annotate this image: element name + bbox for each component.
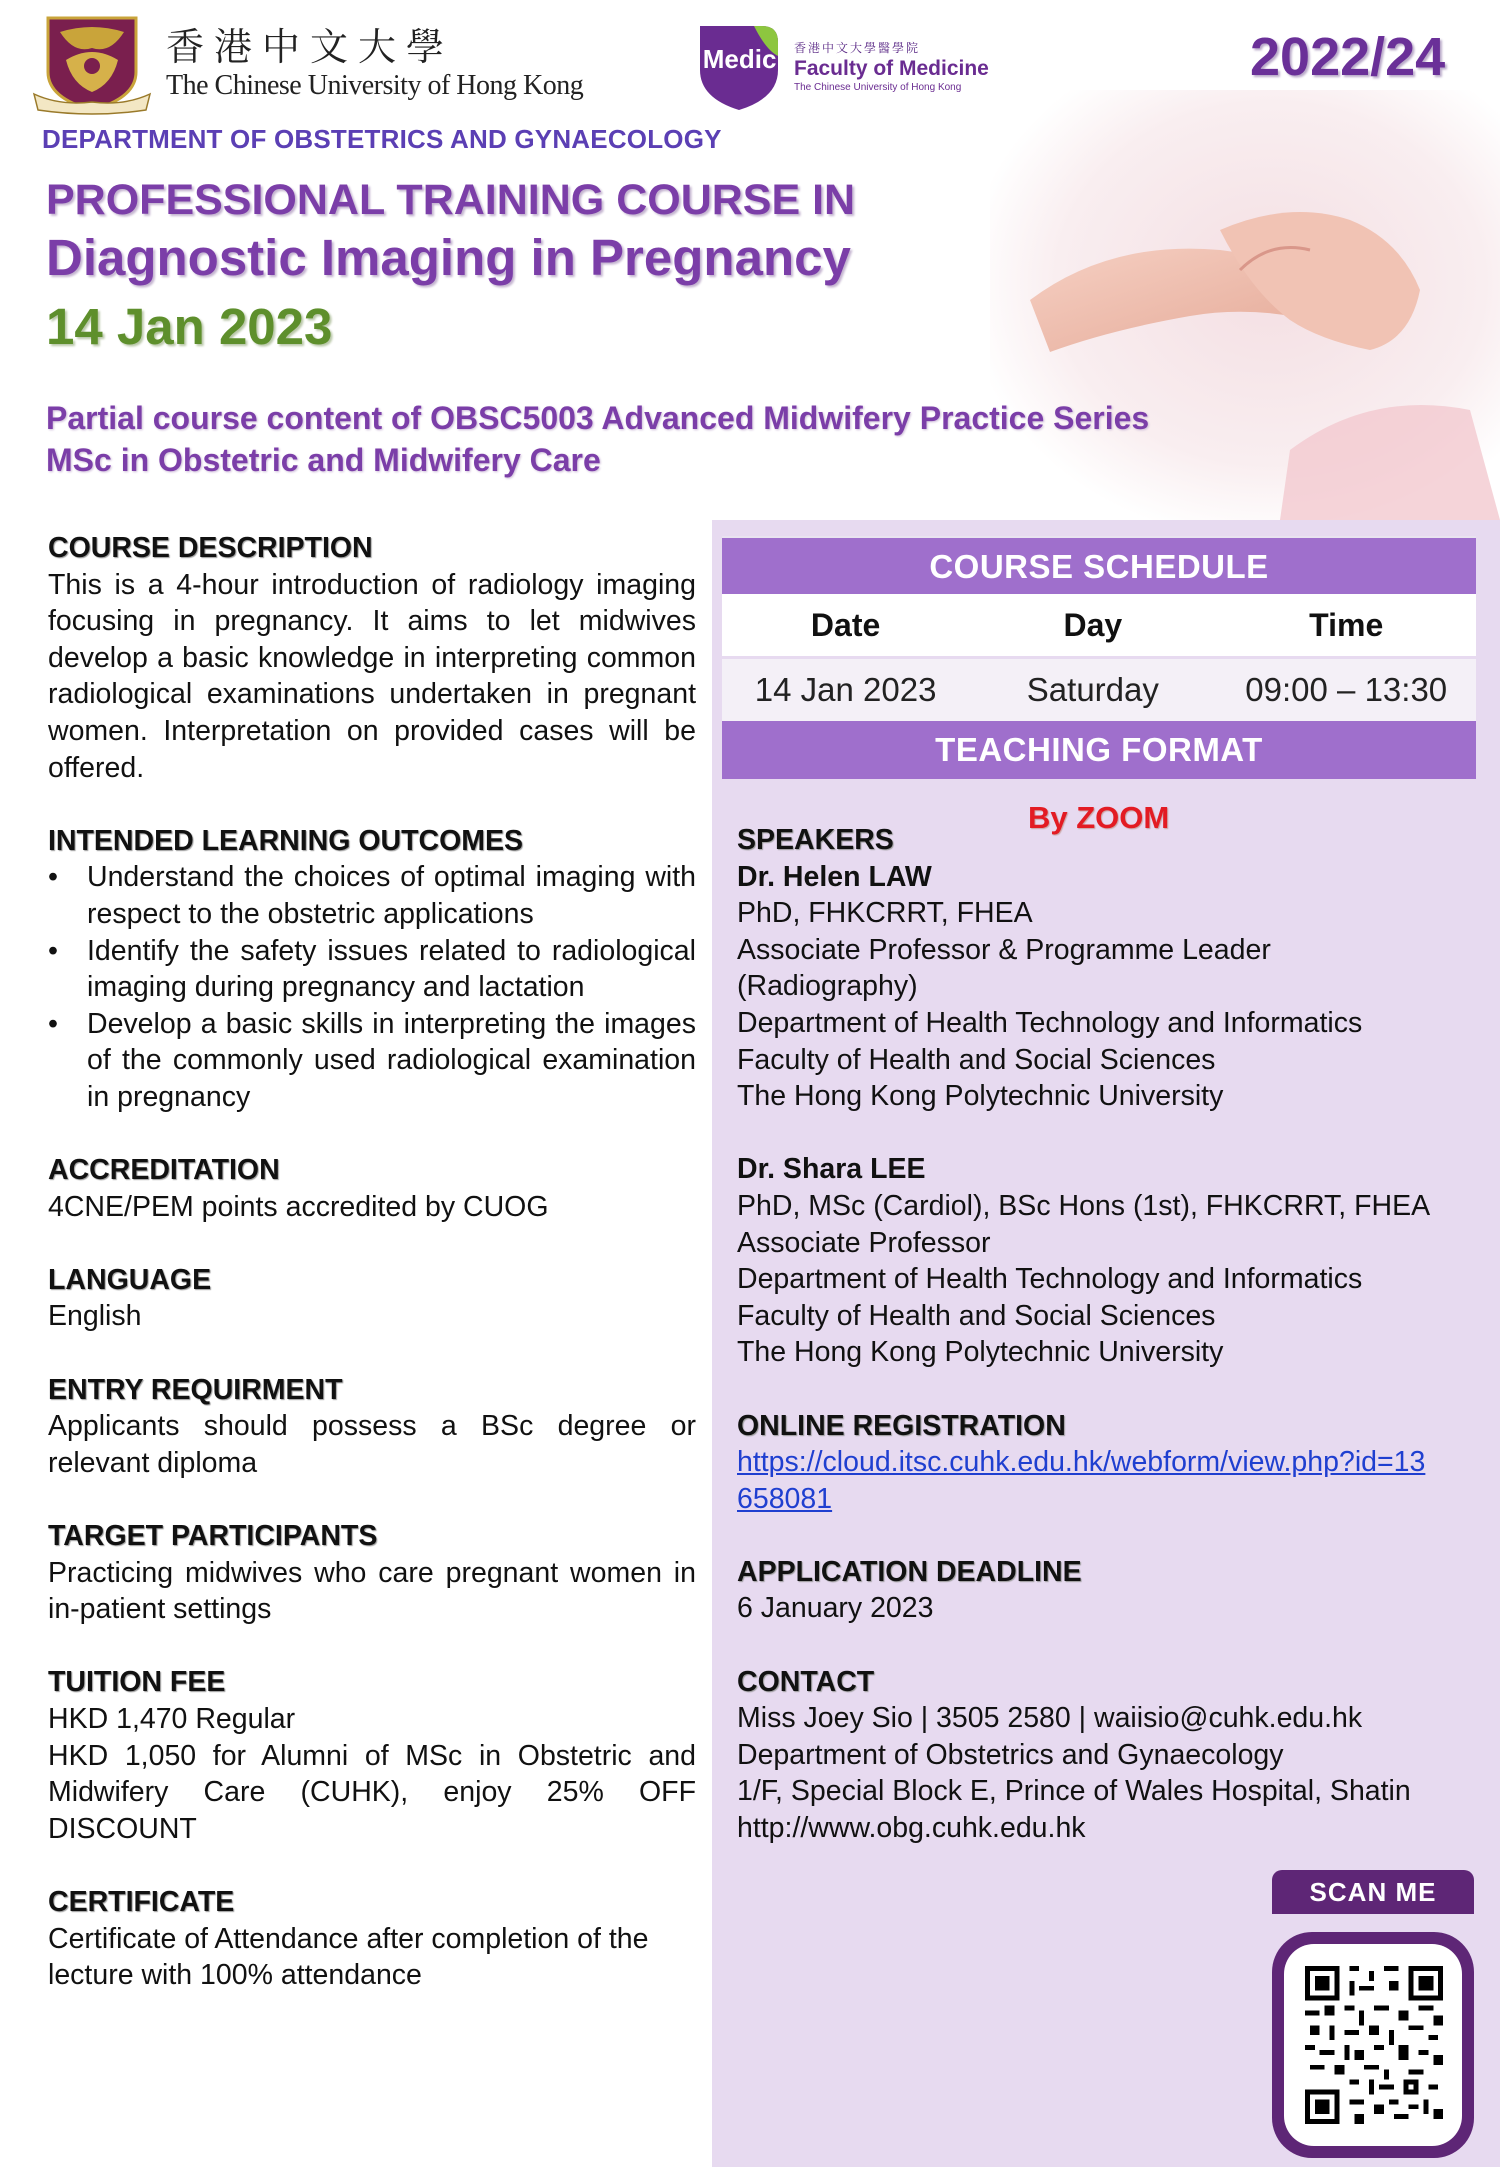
speaker-line: Faculty of Health and Social Sciences bbox=[737, 1299, 1216, 1332]
outcome-text: Develop a basic skills in interpreting the images of the commonly used radiological examination in pregnancy bbox=[87, 1007, 696, 1113]
baby-hand-photo bbox=[990, 90, 1500, 520]
cuhk-logo bbox=[30, 14, 590, 114]
certificate-heading: CERTIFICATE bbox=[48, 1885, 235, 1918]
course-kicker: PROFESSIONAL TRAINING COURSE IN bbox=[46, 176, 856, 224]
teaching-format-heading: TEACHING FORMAT bbox=[722, 721, 1476, 779]
speaker-line: Associate Professor & Programme Leader bbox=[737, 933, 1271, 966]
medicine-name-zh: 香港中文大學醫學院 bbox=[794, 41, 921, 55]
outcomes-heading: INTENDED LEARNING OUTCOMES bbox=[48, 824, 524, 857]
medicine-faculty-name: Faculty of Medicine bbox=[794, 57, 989, 80]
speaker-line: Department of Health Technology and Informatics bbox=[737, 1263, 1363, 1296]
contact-heading: CONTACT bbox=[737, 1665, 875, 1698]
entry-requirement-body: Applicants should possess a BSc degree or relevant diploma bbox=[48, 1410, 696, 1479]
speaker-name: Dr. Shara LEE bbox=[737, 1153, 926, 1186]
schedule-col-day: Day bbox=[1063, 606, 1123, 643]
schedule-header-row bbox=[722, 594, 1476, 656]
deadline-heading: APPLICATION DEADLINE bbox=[737, 1555, 1082, 1588]
schedule-row bbox=[722, 659, 1476, 721]
course-title: Diagnostic Imaging in Pregnancy bbox=[46, 229, 851, 286]
speaker-line: PhD, FHKCRRT, FHEA bbox=[737, 897, 1033, 930]
cu-badge-text: CU Medicine bbox=[657, 44, 815, 74]
entry-requirement-heading: ENTRY REQUIRMENT bbox=[48, 1373, 343, 1406]
speaker-name: Dr. Helen LAW bbox=[737, 860, 932, 893]
partial-course-line-2: MSc in Obstetric and Midwifery Care bbox=[46, 442, 601, 478]
schedule-time-cell: 09:00 – 13:30 bbox=[1245, 671, 1448, 708]
tuition-fee-alumni: HKD 1,050 for Alumni of MSc in Obstetric and Midwifery Care (CUHK), enjoy 25% OFF DISCOUNT bbox=[48, 1739, 696, 1845]
partial-course-line-1: Partial course content of OBSC5003 Advanced Midwifery Practice Series bbox=[46, 400, 1150, 436]
registration-link-line-1[interactable]: https://cloud.itsc.cuhk.edu.hk/webform/view.php?id=13 bbox=[737, 1446, 1426, 1479]
schedule-heading: COURSE SCHEDULE bbox=[722, 536, 1476, 594]
faculty-of-medicine-logo bbox=[657, 20, 1012, 112]
outcome-item bbox=[48, 1006, 696, 1116]
registration-heading: ONLINE REGISTRATION bbox=[737, 1409, 1066, 1442]
speaker-line: The Hong Kong Polytechnic University bbox=[737, 1336, 1224, 1369]
contact-address: 1/F, Special Block E, Prince of Wales Hospital, Shatin bbox=[737, 1775, 1411, 1808]
accreditation-heading: ACCREDITATION bbox=[48, 1154, 280, 1187]
scan-me-label: SCAN ME bbox=[1272, 1870, 1474, 1914]
speaker-line: PhD, MSc (Cardiol), BSc Hons (1st), FHKCRRT, FHEA bbox=[737, 1189, 1431, 1222]
schedule-date-cell: 14 Jan 2023 bbox=[754, 671, 937, 708]
medicine-university-name: The Chinese University of Hong Kong bbox=[794, 82, 962, 93]
speaker-line: Department of Health Technology and Informatics bbox=[737, 1006, 1363, 1039]
right-column bbox=[737, 822, 1497, 1847]
bullet-icon: • bbox=[48, 934, 58, 967]
speaker-line: Associate Professor bbox=[737, 1226, 991, 1259]
year-label: 2022/24 bbox=[1250, 27, 1446, 87]
schedule-day-cell: Saturday bbox=[1026, 671, 1159, 708]
course-date: 14 Jan 2023 bbox=[46, 298, 333, 355]
language-body: English bbox=[48, 1300, 142, 1333]
cu-medicine-shield-icon bbox=[657, 20, 815, 112]
course-schedule-table bbox=[722, 536, 1476, 779]
speaker-line: The Hong Kong Polytechnic University bbox=[737, 1080, 1224, 1113]
outcome-text: Identify the safety issues related to radiological imaging during pregnancy and lactation bbox=[87, 934, 696, 1004]
qr-frame bbox=[1272, 1932, 1474, 2158]
cuhk-name-en: The Chinese University of Hong Kong bbox=[166, 70, 584, 101]
course-description-body: This is a 4-hour introduction of radiology imaging focusing in pregnancy. It aims to let midwives develop a basic knowledge in interpreting common radiological examinations undertaken in pregnant women. Interpretation on provided cases will be offered. bbox=[48, 568, 696, 784]
course-description-heading: COURSE DESCRIPTION bbox=[48, 532, 373, 564]
speaker-line: Faculty of Health and Social Sciences bbox=[737, 1043, 1216, 1076]
accreditation-body: 4CNE/PEM points accredited by CUOG bbox=[48, 1190, 549, 1223]
speaker-line: (Radiography) bbox=[737, 970, 918, 1003]
certificate-body: Certificate of Attendance after completion of the lecture with 100% attendance bbox=[48, 1922, 649, 1992]
bullet-icon: • bbox=[48, 1007, 58, 1040]
bullet-icon: • bbox=[48, 861, 58, 894]
contact-person: Miss Joey Sio | 3505 2580 | waiisio@cuhk.edu.hk bbox=[737, 1702, 1363, 1735]
deadline-body: 6 January 2023 bbox=[737, 1592, 934, 1625]
schedule-col-date: Date bbox=[810, 606, 881, 643]
left-column bbox=[48, 530, 696, 1994]
teaching-format-value: By ZOOM bbox=[1028, 800, 1170, 835]
outcome-item bbox=[48, 933, 696, 1006]
target-participants-body: Practicing midwives who care pregnant women in in-patient settings bbox=[48, 1556, 696, 1626]
department-name: DEPARTMENT OF OBSTETRICS AND GYNAECOLOGY bbox=[42, 124, 722, 154]
qr-code-icon[interactable] bbox=[1304, 1966, 1444, 2124]
outcome-text: Understand the choices of optimal imaging with respect to the obstetric applications bbox=[87, 861, 696, 930]
language-heading: LANGUAGE bbox=[48, 1263, 212, 1296]
speakers-heading: SPEAKERS bbox=[737, 824, 894, 856]
scan-me-badge bbox=[1272, 1870, 1474, 2160]
tuition-fee-heading: TUITION FEE bbox=[48, 1666, 226, 1699]
outcome-item bbox=[48, 859, 696, 932]
registration-link-line-2[interactable]: 658081 bbox=[737, 1482, 833, 1515]
cuhk-crest-icon bbox=[30, 14, 154, 114]
contact-department: Department of Obstetrics and Gynaecology bbox=[737, 1738, 1284, 1771]
tuition-fee-regular: HKD 1,470 Regular bbox=[48, 1703, 296, 1735]
target-participants-heading: TARGET PARTICIPANTS bbox=[48, 1520, 378, 1553]
contact-website[interactable]: http://www.obg.cuhk.edu.hk bbox=[737, 1812, 1086, 1845]
cuhk-name-zh: 香港中文大學 bbox=[166, 25, 455, 69]
schedule-col-time: Time bbox=[1309, 606, 1384, 643]
